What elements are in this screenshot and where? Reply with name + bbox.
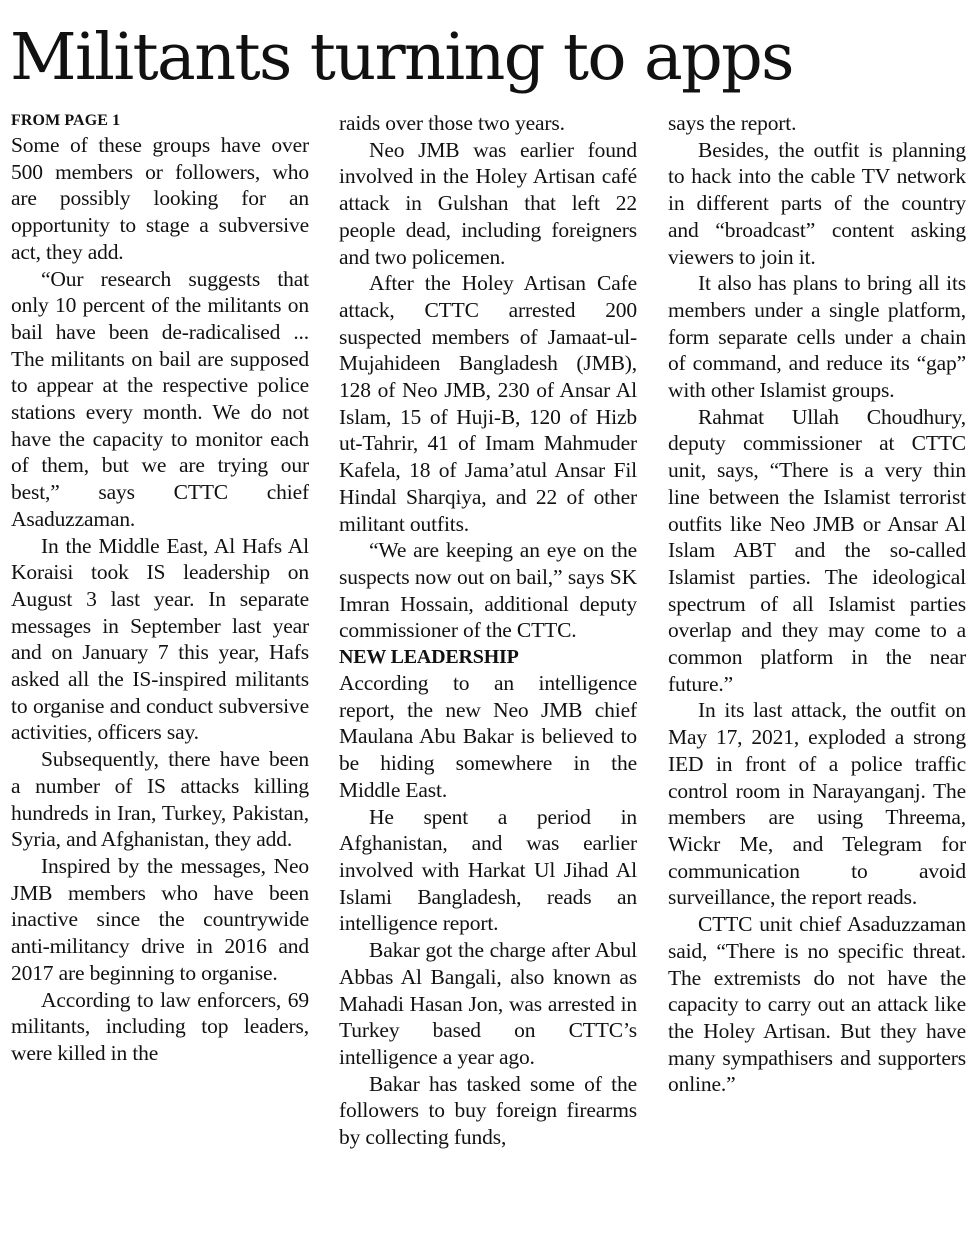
paragraph: Besides, the outfit is planning to hack into the cable TV network in different parts of the country and “broadcast” content asking viewers to join it.	[668, 137, 966, 269]
paragraph: “We are keeping an eye on the suspects now out on bail,” says SK Imran Hossain, additional deputy commissioner of the CTTC.	[339, 538, 637, 643]
paragraph-continued: says the report.	[668, 111, 797, 135]
article-column-2	[339, 110, 637, 1240]
paragraph: In the Middle East, Al Hafs Al Koraisi took IS leadership on August 3 last year. In separate messages in September last year and on January 7 this year, Hafs asked all the IS-inspired militants to organise and conduct subversive activities, officers say.	[11, 533, 309, 745]
paragraph: According to law enforcers, 69 militants, including top leaders, were killed in the	[11, 987, 309, 1065]
headline: Militants turning to apps	[10, 20, 793, 95]
paragraph: Bakar has tasked some of the followers to buy foreign firearms by collecting funds,	[339, 1071, 637, 1150]
paragraph: Neo JMB was earlier found involved in the Holey Artisan café attack in Gulshan that left 22 people dead, including foreigners and two policemen.	[339, 137, 637, 269]
paragraph: Bakar got the charge after Abul Abbas Al Bangali, also known as Mahadi Hasan Jon, was arrested in Turkey based on CTTC’s intelligence a year ago.	[339, 938, 637, 1069]
article-column-1	[11, 110, 309, 1240]
paragraph: “Our research suggests that only 10 percent of the militants on bail have been de-radicalised ... The militants on bail are supposed to appear at the respective police stations every month. We do not have the capacity to monitor each of them, but we are trying our best,” says CTTC chief Asaduzzaman.	[11, 266, 309, 531]
subhead-new-leadership: NEW LEADERSHIP	[339, 646, 519, 669]
paragraph: He spent a period in Afghanistan, and was earlier involved with Harkat Ul Jihad Al Islami Bangladesh, reads an intelligence report.	[339, 804, 637, 936]
article-column-3	[668, 110, 966, 1240]
paragraph: After the Holey Artisan Cafe attack, CTTC arrested 200 suspected members of Jamaat-ul-Mujahideen Bangladesh (JMB), 128 of Neo JMB, 230 of Ansar Al Islam, 15 of Huji-B, 120 of Hizb ut-Tahrir, 41 of Imam Mahmuder Kafela, 18 of Jama’atul Ansar Fil Hindal Sharqiya, and 22 of other militant outfits.	[339, 271, 637, 536]
paragraph: Subsequently, there have been a number of IS attacks killing hundreds in Iran, Turkey, Pakistan, Syria, and Afghanistan, they add.	[11, 747, 309, 852]
paragraph: According to an intelligence report, the new Neo JMB chief Maulana Abu Bakar is believed to be hiding somewhere in the Middle East.	[339, 671, 637, 802]
kicker-from-page-1: FROM PAGE 1	[11, 112, 121, 129]
paragraph: CTTC unit chief Asaduzzaman said, “There is no specific threat. The extremists do not have the capacity to carry out an attack like the Holey Artisan. But they have many sympathisers and supporters online.”	[668, 912, 966, 1097]
paragraph: Inspired by the messages, Neo JMB members who have been inactive since the countrywide anti-militancy drive in 2016 and 2017 are beginning to organise.	[11, 853, 309, 985]
paragraph: Some of these groups have over 500 members or followers, who are possibly looking for an opportunity to stage a subversive act, they add.	[11, 133, 309, 264]
paragraph: It also has plans to bring all its members under a single platform, form separate cells under a chain of command, and reduce its “gap” with other Islamist groups.	[668, 271, 966, 403]
paragraph: Rahmat Ullah Choudhury, deputy commissioner at CTTC unit, says, “There is a very thin line between the Islamist terrorist outfits like Neo JMB or Ansar Al Islam ABT and the so-called Islamist parties. The ideological spectrum of all Islamist parties overlap and they may come to a common platform in the near future.”	[668, 404, 966, 696]
paragraph: In its last attack, the outfit on May 17, 2021, exploded a strong IED in front of a police traffic control room in Narayanganj. The members are using Threema, Wickr Me, and Telegram for communication to avoid surveillance, the report reads.	[668, 698, 966, 910]
paragraph-continued: raids over those two years.	[339, 111, 565, 135]
